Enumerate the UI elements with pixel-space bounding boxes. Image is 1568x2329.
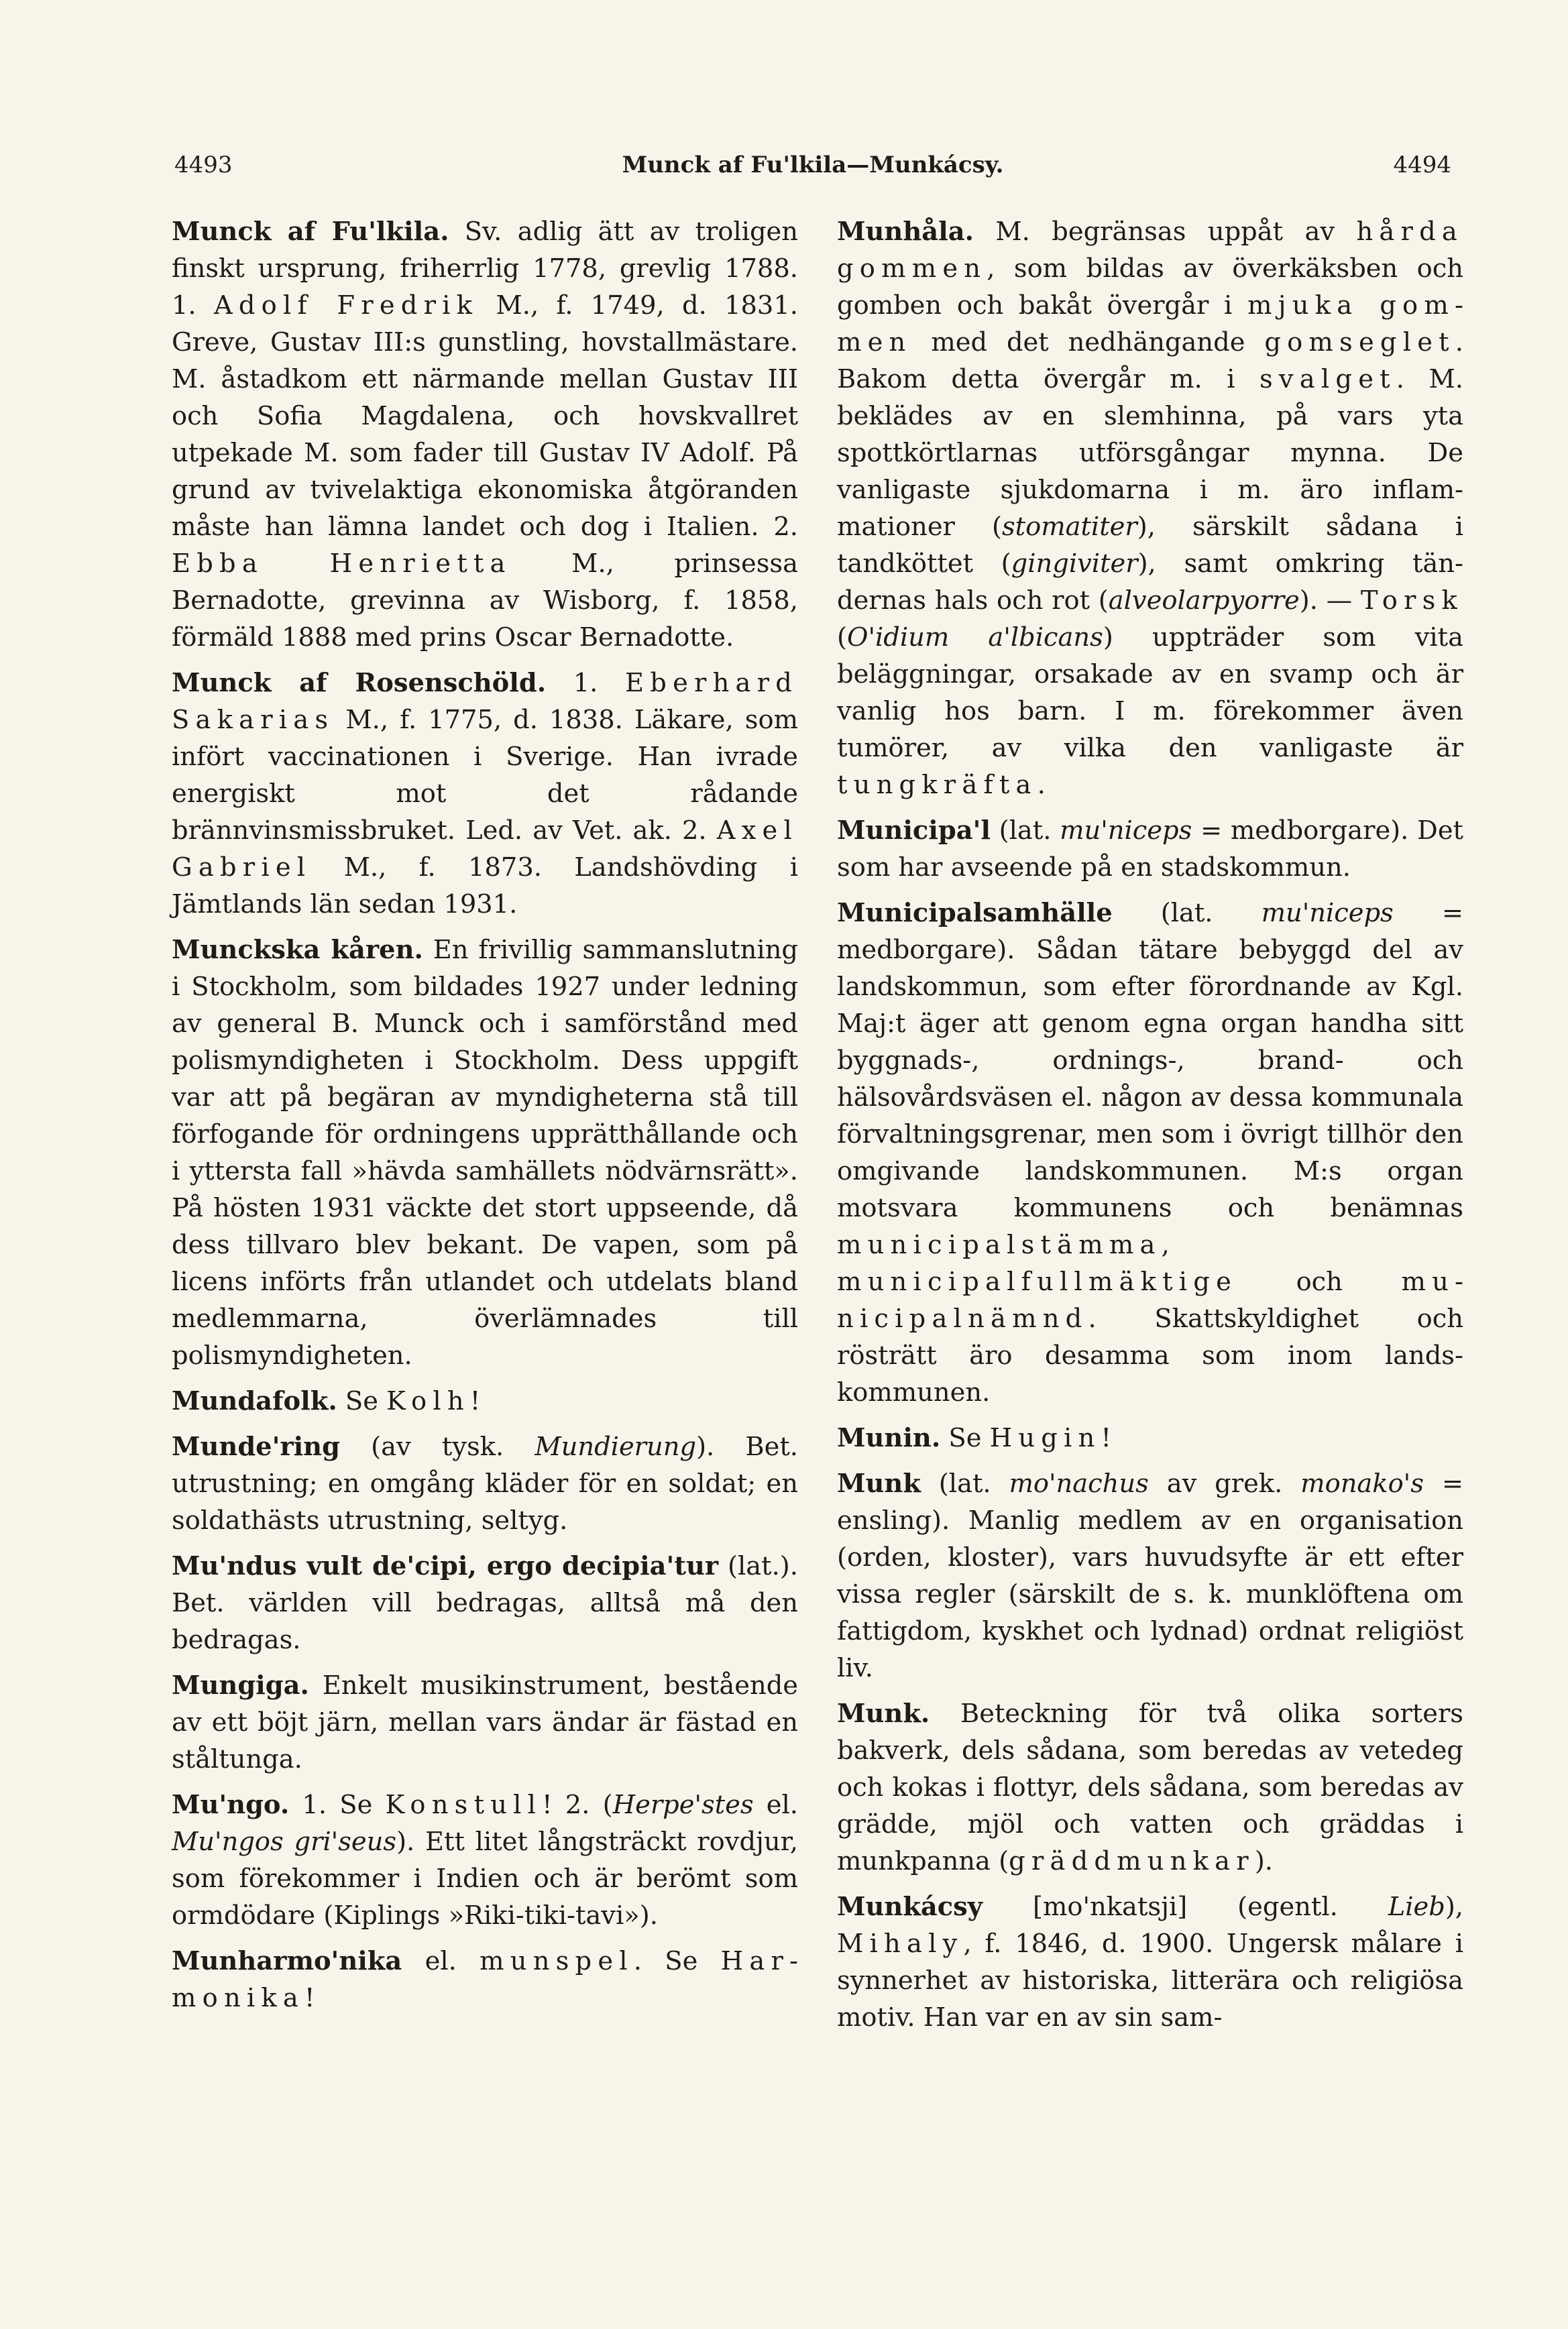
italic-term: Mundierung <box>535 1432 697 1462</box>
entry-text: ), särskilt sådana i tandköttet ( <box>837 512 1463 579</box>
entry-text: (lat. <box>920 1469 1009 1499</box>
italic-term: monako's <box>1300 1469 1424 1499</box>
entry-text: [mo'nkatsji] (egentl. <box>983 1892 1388 1922</box>
entry-text: (lat.). Bet. världen vill bedragas, alltså må den bedragas. <box>172 1551 798 1655</box>
entry-text: M., prinsessa Bernadotte, grevinna av Wisborg, f. 1858, förmäld 1888 med prins Oscar Bernadotte. <box>172 549 799 652</box>
spaced-term: munspel <box>480 1946 634 1976</box>
entry-headword: Munck af Rosenschöld. <box>172 668 547 698</box>
entry-text: , f. 1846, d. 1900. Ungersk målare i synnerhet av historiska, litterära och religiösa motiv. Han var en av sin sam- <box>837 1929 1463 2033</box>
entry-text: M., f. 1749, d. 1831. Greve, Gustav III:s gunstling, hovstallmästare. M. åstadkom ett närmande mellan Gustav III och Sofia Magdalena, och hovskvallret utpekade M. som fader till Gustav IV Adolf. På grund av tvivelaktiga ekonomiska åtgöranden måste han lämna landet och dog i Italien. 2. <box>172 290 798 542</box>
entry-text: ). <box>1254 1846 1273 1876</box>
entry-text: ! <box>1101 1423 1111 1453</box>
dictionary-entry <box>172 1428 798 1539</box>
entry-text: ), samt omkring tändernas hals och rot ( <box>837 549 1463 616</box>
entry-text: Beteckning för två olika sorters bakverk, dels sådana, som beredas av vetedeg och kokas i flottyr, dels sådana, som beredas av grädde, mjöl och vatten och gräddas i munkpanna ( <box>837 1699 1463 1876</box>
entry-text: Se <box>337 1386 387 1416</box>
entry-text: M., f. 1873. Landshövding i Jämtlands län sedan 1931. <box>172 852 798 919</box>
spaced-term: hårda gommen <box>837 217 1463 284</box>
spaced-term: Harmonika <box>172 1946 798 2013</box>
page-number-right: 4494 <box>1393 152 1451 178</box>
entry-text: (lat. <box>1112 898 1262 928</box>
dictionary-entry <box>837 812 1463 886</box>
entry-text: ( <box>837 622 847 652</box>
entry-text: (av tysk. <box>339 1432 535 1462</box>
entry-text: En frivillig sammanslutning i Stockholm, som bildades 1927 under ledning av general B. Munck och i samförstånd med polismyndigheten i Stockholm. Dess uppgift var att på begäran av myndigheterna stå till förfogande för ordningens upprätthållande och i yttersta fall »hävda samhällets nödvärnsrätt». På hösten 1931 väckte det stort uppseende, då dess tillvaro blev bekant. De vapen, som på licens införts från utlandet och utdelats bland medlemmarna, överlämnades till polismyndigheten. <box>172 935 798 1371</box>
spaced-term: gräddmunkar <box>1009 1846 1255 1876</box>
italic-term: Mu'ngos gri'seus <box>172 1827 397 1857</box>
entry-text: ), <box>1445 1892 1463 1922</box>
entry-text: 1. <box>546 668 626 698</box>
entry-text: . Bakom detta övergår m. i <box>837 327 1463 394</box>
entry-text: M. begränsas uppåt av <box>973 217 1357 247</box>
header-title: Munck af Fu'lkila—Munkácsy. <box>622 152 1004 178</box>
entry-headword: Munk. <box>837 1699 930 1729</box>
dictionary-entry <box>172 1667 798 1778</box>
dictionary-entry <box>837 1420 1463 1457</box>
entry-headword: Munin. <box>837 1423 941 1453</box>
spaced-term: municipalstämma <box>837 1230 1162 1260</box>
entry-text: Enkelt musikinstrument, bestående av ett böjt järn, mellan vars ändar är fästad en ståltunga. <box>172 1670 798 1774</box>
entry-text: , <box>1161 1230 1170 1260</box>
entry-headword: Munhåla. <box>837 217 974 247</box>
entry-text: ! <box>469 1386 481 1416</box>
page-number-left: 4493 <box>174 152 233 178</box>
dictionary-entry <box>837 1888 1463 2036</box>
italic-term: mu'niceps <box>1261 898 1394 928</box>
entry-headword: Mungiga. <box>172 1670 309 1701</box>
dictionary-entry <box>172 1383 798 1420</box>
spaced-term: Adolf Fredrik <box>213 290 479 321</box>
entry-text: el. <box>402 1946 480 1976</box>
entry-text: ). Bet. utrustning; en omgång kläder för en soldat; en soldathästs utrustning, seltyg. <box>172 1432 798 1536</box>
spaced-term: Hugin <box>989 1423 1101 1453</box>
dictionary-entry <box>172 213 798 656</box>
entry-text: Se <box>940 1423 990 1453</box>
left-column <box>172 213 798 2025</box>
entry-text: . <box>1037 770 1046 800</box>
entry-text: = medborgare). Sådan tätare bebyggd del av landskommun, som efter förordnande av Kgl. Maj:t äger att genom egna organ handha sitt byggnads-, ordnings-, brand- och hälsovårdsväsen el. någon av dessa kommunala förvaltningsgrenar, men som i övrigt tillhör den omgivande landskommunen. M:s organ motsvara kommunens och benämnas <box>837 898 1464 1223</box>
running-header <box>174 152 1451 192</box>
right-column <box>837 213 1463 2045</box>
italic-term: stomatiter <box>1001 512 1137 542</box>
spaced-term: gomseglet <box>1264 327 1455 357</box>
entry-headword: Munkácsy <box>837 1892 983 1922</box>
entry-text: ! 2. ( <box>542 1790 613 1820</box>
entry-headword: Munk <box>837 1469 921 1499</box>
spaced-term: Torsk <box>1360 585 1463 616</box>
entry-headword: Municipa'l <box>837 815 991 846</box>
spaced-term: tungkräfta <box>837 770 1038 800</box>
italic-term: O'idium a'lbicans <box>846 622 1103 652</box>
entry-text: = medborgare). Det som har avseende på en stadskommun. <box>837 815 1463 883</box>
entry-headword: Mu'ndus vult de'cipi, ergo decipia'tur <box>172 1551 719 1581</box>
entry-text: ! <box>304 1983 315 2013</box>
spaced-term: Mihaly <box>837 1929 964 1959</box>
dictionary-entry <box>172 665 798 923</box>
dictionary-entry <box>172 931 798 1374</box>
entry-text: , som bildas av överkäksben och gomben och bakåt övergår i <box>837 253 1463 321</box>
entry-text: = ensling). Manlig medlem av en organisation (orden, kloster), vars huvudsyfte är ett efter vissa regler (särskilt de s. k. munklöftena om fattigdom, kyskhet och lydnad) ordnat religiöst liv. <box>837 1469 1463 1683</box>
entry-headword: Municipalsamhälle <box>837 898 1113 928</box>
dictionary-entry <box>837 1695 1463 1880</box>
italic-term: Lieb <box>1388 1892 1445 1922</box>
entry-text: och <box>1237 1267 1402 1297</box>
entry-text: ) uppträder som vita beläggningar, orsakade av en svamp och är vanlig hos barn. I m. förekommer även tumörer, av vilka den vanligaste är <box>837 622 1463 763</box>
dictionary-entry <box>172 1943 798 2016</box>
entry-headword: Munck af Fu'lkila. <box>172 217 449 247</box>
dictionary-entry <box>172 1786 798 1934</box>
entry-text: ). Ett litet långsträckt rovdjur, som förekommer i Indien och är berömt som ormdödare (Kiplings »Riki-tiki-tavi»). <box>172 1827 799 1931</box>
dictionary-entry <box>837 1465 1463 1687</box>
entry-text: Sv. adlig ätt av troligen finskt ursprung, friherrlig 1778, grevlig 1788. 1. <box>172 217 798 321</box>
dictionary-entry <box>837 213 1463 803</box>
spaced-term: Konstull <box>385 1790 543 1820</box>
entry-text: el. <box>753 1790 798 1820</box>
spaced-term: svalget <box>1259 364 1396 394</box>
entry-text: av grek. <box>1148 1469 1301 1499</box>
spaced-term: municipalfullmäktige <box>837 1267 1238 1297</box>
entry-text: (lat. <box>990 815 1060 846</box>
entry-headword: Munde'ring <box>172 1432 340 1462</box>
spaced-term: Kolh <box>386 1386 470 1416</box>
italic-term: gingiviter <box>1011 549 1138 579</box>
spaced-term: Ebba Henrietta <box>172 549 512 579</box>
entry-headword: Mu'ngo. <box>172 1790 290 1820</box>
entry-text: ). — <box>1299 585 1361 616</box>
spaced-term: Eberhard Sakarias <box>172 668 798 735</box>
italic-term: alveolarpyorre <box>1108 585 1300 616</box>
italic-term: mo'nachus <box>1009 1469 1149 1499</box>
spaced-term: Axel Gabriel <box>172 815 798 883</box>
italic-term: Herpe'stes <box>612 1790 754 1820</box>
entry-text: . Se <box>633 1946 721 1976</box>
entry-text: 1. Se <box>289 1790 386 1820</box>
dictionary-entry <box>837 895 1463 1411</box>
dictionary-entry <box>172 1548 798 1658</box>
entry-text: M., f. 1775, d. 1838. Läkare, som infört vaccinationen i Sverige. Han ivrade energiskt mot det rådande brännvinsmissbruket. Led. av Vet. ak. 2. <box>172 705 798 846</box>
entry-headword: Munharmo'nika <box>172 1946 402 1976</box>
entry-text: med det nedhängande <box>911 327 1265 357</box>
entry-headword: Mundafolk. <box>172 1386 337 1416</box>
italic-term: mu'niceps <box>1060 815 1192 846</box>
spaced-term: mjuka gommen <box>837 290 1463 357</box>
spaced-term: municipalnämnd <box>837 1267 1463 1334</box>
entry-text: . M. beklädes av en slemhinna, på vars yta spottkörtlarnas utförsgångar mynna. De vanligaste sjukdomarna i m. äro inflammationer ( <box>837 364 1463 542</box>
entry-headword: Munckska kåren. <box>172 935 423 965</box>
entry-text: . Skattskyldighet och rösträtt äro desamma som inom landskommunen. <box>837 1304 1463 1408</box>
